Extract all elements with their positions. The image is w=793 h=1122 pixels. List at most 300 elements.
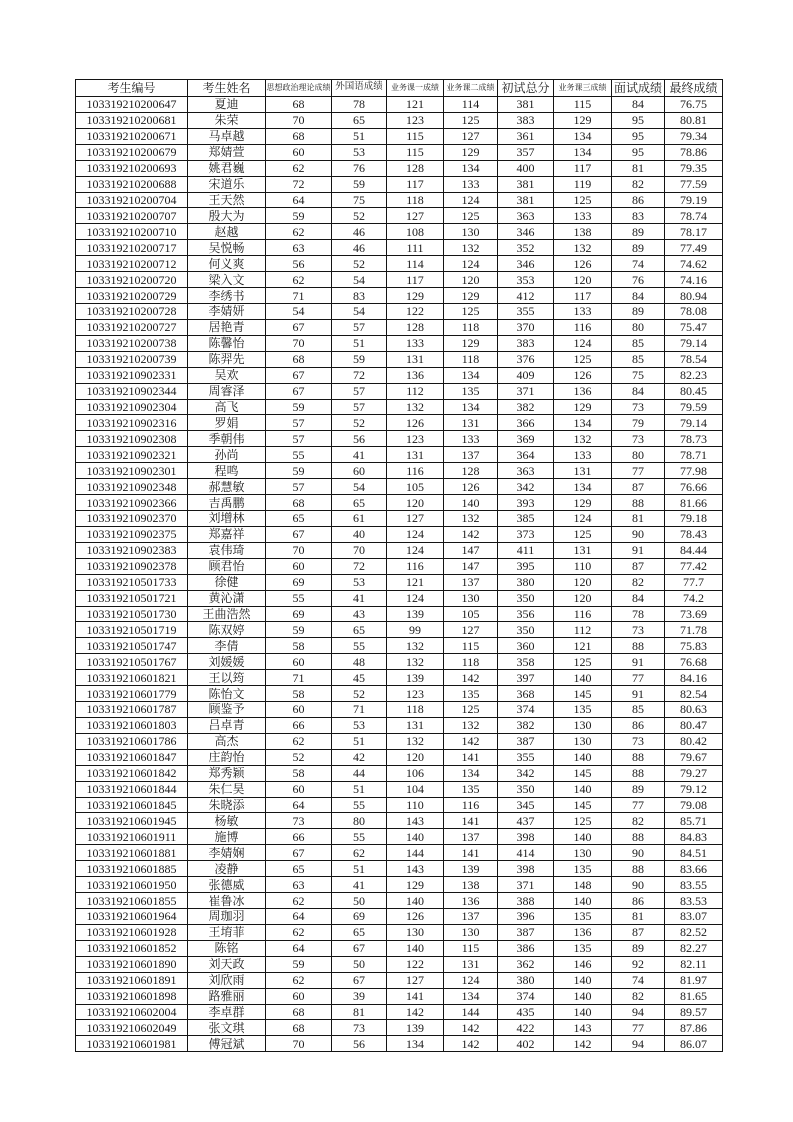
table-cell: 363 (498, 463, 554, 479)
table-cell: 140 (554, 749, 612, 765)
table-cell: 129 (444, 335, 498, 351)
table-cell: 124 (444, 192, 498, 208)
table-row (76, 988, 723, 1004)
table-cell: 142 (444, 670, 498, 686)
table-cell: 81.97 (665, 972, 723, 988)
table-cell: 92 (612, 956, 665, 972)
table-cell: 103319210501721 (76, 590, 188, 606)
table-cell: 130 (554, 845, 612, 861)
table-cell: 41 (332, 590, 387, 606)
table-cell: 142 (444, 1020, 498, 1036)
table-row (76, 160, 723, 176)
table-cell: 殷大为 (188, 208, 266, 224)
table-cell: 355 (498, 749, 554, 765)
table-cell: 126 (387, 415, 444, 431)
table-cell: 103319210601885 (76, 861, 188, 877)
table-cell: 131 (444, 415, 498, 431)
table-cell: 88 (612, 765, 665, 781)
table-cell: 139 (444, 861, 498, 877)
table-cell: 132 (554, 240, 612, 256)
table-cell: 141 (444, 845, 498, 861)
table-cell: 64 (266, 909, 332, 925)
table-cell: 386 (498, 940, 554, 956)
table-cell: 84 (612, 97, 665, 113)
table-cell: 68 (266, 351, 332, 367)
table-row (76, 749, 723, 765)
table-cell: 414 (498, 845, 554, 861)
table-cell: 129 (554, 112, 612, 128)
table-row (76, 654, 723, 670)
table-cell: 78.86 (665, 144, 723, 160)
table-cell: 51 (332, 335, 387, 351)
table-cell: 75 (332, 192, 387, 208)
table-cell: 141 (444, 813, 498, 829)
table-cell: 王以筠 (188, 670, 266, 686)
table-cell: 124 (387, 590, 444, 606)
table-cell: 132 (387, 638, 444, 654)
table-cell: 54 (332, 303, 387, 319)
table-cell: 66 (266, 829, 332, 845)
table-cell: 88 (612, 638, 665, 654)
table-cell: 52 (332, 415, 387, 431)
table-cell: 135 (444, 781, 498, 797)
table-cell: 68 (266, 128, 332, 144)
table-cell: 57 (332, 383, 387, 399)
table-cell: 80.42 (665, 733, 723, 749)
table-cell: 孙尚 (188, 447, 266, 463)
table-cell: 118 (444, 351, 498, 367)
table-cell: 135 (444, 383, 498, 399)
table-cell: 124 (444, 972, 498, 988)
table-cell: 103319210501733 (76, 574, 188, 590)
table-cell: 79 (612, 415, 665, 431)
table-cell: 67 (332, 972, 387, 988)
table-row (76, 845, 723, 861)
table-cell: 梁入文 (188, 272, 266, 288)
table-cell: 103319210902370 (76, 510, 188, 526)
table-row (76, 940, 723, 956)
table-cell: 77.98 (665, 463, 723, 479)
table-cell: 106 (387, 765, 444, 781)
table-cell: 88 (612, 749, 665, 765)
table-cell: 76.75 (665, 97, 723, 113)
table-cell: 134 (444, 160, 498, 176)
table-cell: 120 (554, 590, 612, 606)
table-cell: 90 (612, 526, 665, 542)
table-cell: 杨敏 (188, 813, 266, 829)
table-cell: 50 (332, 893, 387, 909)
table-cell: 398 (498, 829, 554, 845)
table-cell: 78.43 (665, 526, 723, 542)
column-header-course1-score: 业务课一成绩 (387, 80, 444, 97)
table-cell: 59 (266, 208, 332, 224)
table-cell: 103319210902344 (76, 383, 188, 399)
table-cell: 115 (554, 97, 612, 113)
table-cell: 133 (444, 431, 498, 447)
table-cell: 99 (387, 622, 444, 638)
table-cell: 103319210601945 (76, 813, 188, 829)
table-cell: 67 (266, 383, 332, 399)
table-cell: 120 (387, 749, 444, 765)
table-cell: 396 (498, 909, 554, 925)
table-cell: 80.81 (665, 112, 723, 128)
table-cell: 58 (266, 765, 332, 781)
table-row (76, 606, 723, 622)
table-cell: 81.65 (665, 988, 723, 1004)
table-cell: 132 (444, 717, 498, 733)
table-row (76, 877, 723, 893)
table-cell: 郑嘉祥 (188, 526, 266, 542)
table-cell: 86.07 (665, 1036, 723, 1052)
table-cell: 103319210501747 (76, 638, 188, 654)
table-cell: 51 (332, 733, 387, 749)
table-cell: 129 (444, 288, 498, 304)
table-cell: 125 (554, 813, 612, 829)
table-cell: 388 (498, 893, 554, 909)
table-cell: 103319210501719 (76, 622, 188, 638)
table-cell: 115 (387, 128, 444, 144)
table-cell: 46 (332, 240, 387, 256)
table-cell: 103319210601852 (76, 940, 188, 956)
table-cell: 63 (266, 240, 332, 256)
table-cell: 48 (332, 654, 387, 670)
table-cell: 78.54 (665, 351, 723, 367)
table-cell: 126 (387, 909, 444, 925)
table-cell: 124 (554, 510, 612, 526)
table-cell: 77.59 (665, 176, 723, 192)
table-cell: 64 (266, 940, 332, 956)
table-cell: 400 (498, 160, 554, 176)
table-cell: 130 (387, 924, 444, 940)
table-cell: 385 (498, 510, 554, 526)
table-cell: 路雅丽 (188, 988, 266, 1004)
column-header-politics-score: 思想政治理论成绩 (266, 80, 332, 97)
table-cell: 126 (554, 256, 612, 272)
table-cell: 73 (332, 1020, 387, 1036)
table-cell: 132 (387, 654, 444, 670)
table-cell: 55 (266, 447, 332, 463)
table-cell: 吕卓青 (188, 717, 266, 733)
table-cell: 82.27 (665, 940, 723, 956)
table-cell: 56 (332, 431, 387, 447)
table-cell: 77.7 (665, 574, 723, 590)
table-cell: 360 (498, 638, 554, 654)
table-cell: 134 (554, 128, 612, 144)
table-row (76, 924, 723, 940)
table-cell: 381 (498, 192, 554, 208)
table-cell: 130 (444, 590, 498, 606)
table-cell: 103319210200739 (76, 351, 188, 367)
table-cell: 357 (498, 144, 554, 160)
table-cell: 凌静 (188, 861, 266, 877)
table-cell: 施博 (188, 829, 266, 845)
table-cell: 402 (498, 1036, 554, 1052)
table-cell: 刘媛媛 (188, 654, 266, 670)
table-cell: 132 (444, 510, 498, 526)
table-row (76, 909, 723, 925)
table-cell: 140 (554, 781, 612, 797)
table-cell: 148 (554, 877, 612, 893)
table-cell: 103319210200717 (76, 240, 188, 256)
table-cell: 112 (387, 383, 444, 399)
table-cell: 82 (612, 813, 665, 829)
table-cell: 71 (266, 288, 332, 304)
table-cell: 134 (387, 1036, 444, 1052)
table-row (76, 431, 723, 447)
table-cell: 114 (444, 97, 498, 113)
table-cell: 65 (332, 112, 387, 128)
table-cell: 62 (266, 224, 332, 240)
table-cell: 87 (612, 558, 665, 574)
table-cell: 周珈羽 (188, 909, 266, 925)
table-cell: 103319210601911 (76, 829, 188, 845)
table-cell: 90 (612, 845, 665, 861)
table-cell: 78.17 (665, 224, 723, 240)
table-cell: 127 (387, 510, 444, 526)
table-cell: 383 (498, 112, 554, 128)
table-cell: 122 (387, 303, 444, 319)
table-cell: 79.14 (665, 415, 723, 431)
table-cell: 411 (498, 542, 554, 558)
table-cell: 140 (554, 988, 612, 1004)
table-row (76, 1004, 723, 1020)
table-cell: 39 (332, 988, 387, 1004)
table-row (76, 176, 723, 192)
table-cell: 133 (554, 303, 612, 319)
table-cell: 84.16 (665, 670, 723, 686)
table-row (76, 526, 723, 542)
table-cell: 103319210601845 (76, 797, 188, 813)
table-cell: 81 (612, 510, 665, 526)
table-cell: 132 (387, 733, 444, 749)
table-row (76, 128, 723, 144)
column-header-interview-score: 面试成绩 (612, 80, 665, 97)
table-cell: 355 (498, 303, 554, 319)
table-cell: 381 (498, 176, 554, 192)
table-row (76, 495, 723, 511)
table-cell: 55 (266, 590, 332, 606)
table-cell: 46 (332, 224, 387, 240)
table-cell: 134 (444, 367, 498, 383)
table-cell: 44 (332, 765, 387, 781)
table-cell: 85 (612, 351, 665, 367)
table-cell: 103319210902383 (76, 542, 188, 558)
table-cell: 132 (387, 399, 444, 415)
table-row (76, 797, 723, 813)
table-cell: 52 (266, 749, 332, 765)
table-cell: 142 (444, 1036, 498, 1052)
table-cell: 437 (498, 813, 554, 829)
column-header-course2-score: 业务课二成绩 (444, 80, 498, 97)
table-cell: 124 (387, 542, 444, 558)
table-cell: 134 (554, 415, 612, 431)
table-cell: 顾鉴予 (188, 702, 266, 718)
table-cell: 103319210902366 (76, 495, 188, 511)
table-cell: 66 (266, 717, 332, 733)
table-row (76, 590, 723, 606)
table-cell: 103319210200727 (76, 319, 188, 335)
table-cell: 144 (444, 1004, 498, 1020)
table-row (76, 447, 723, 463)
table-cell: 103319210601842 (76, 765, 188, 781)
table-cell: 352 (498, 240, 554, 256)
table-cell: 80.47 (665, 717, 723, 733)
table-cell: 89 (612, 940, 665, 956)
table-cell: 142 (554, 1036, 612, 1052)
table-cell: 62 (266, 160, 332, 176)
table-cell: 94 (612, 1004, 665, 1020)
table-cell: 60 (266, 144, 332, 160)
table-cell: 142 (387, 1004, 444, 1020)
table-cell: 123 (387, 112, 444, 128)
table-cell: 52 (332, 256, 387, 272)
table-cell: 130 (554, 733, 612, 749)
table-cell: 116 (554, 606, 612, 622)
table-cell: 135 (554, 861, 612, 877)
table-cell: 81 (612, 160, 665, 176)
table-cell: 409 (498, 367, 554, 383)
table-row (76, 351, 723, 367)
table-cell: 139 (387, 606, 444, 622)
table-cell: 61 (332, 510, 387, 526)
table-cell: 69 (266, 574, 332, 590)
table-cell: 79.59 (665, 399, 723, 415)
table-cell: 135 (554, 940, 612, 956)
table-cell: 72 (332, 558, 387, 574)
table-cell: 86 (612, 893, 665, 909)
table-cell: 131 (387, 351, 444, 367)
table-cell: 77 (612, 797, 665, 813)
table-cell: 75.47 (665, 319, 723, 335)
table-cell: 103319210902378 (76, 558, 188, 574)
table-cell: 127 (444, 622, 498, 638)
table-cell: 77.49 (665, 240, 723, 256)
table-cell: 徐健 (188, 574, 266, 590)
table-cell: 134 (444, 765, 498, 781)
table-cell: 71 (266, 670, 332, 686)
table-row (76, 208, 723, 224)
table-cell: 89.57 (665, 1004, 723, 1020)
table-cell: 62 (266, 972, 332, 988)
score-table (75, 79, 723, 1052)
table-cell: 70 (266, 335, 332, 351)
table-cell: 89 (612, 224, 665, 240)
table-cell: 103319210501767 (76, 654, 188, 670)
table-cell: 103319210200647 (76, 97, 188, 113)
table-cell: 135 (444, 686, 498, 702)
table-cell: 131 (387, 717, 444, 733)
table-cell: 147 (444, 558, 498, 574)
table-cell: 80 (612, 447, 665, 463)
table-cell: 56 (266, 256, 332, 272)
table-cell: 125 (444, 112, 498, 128)
table-cell: 141 (444, 749, 498, 765)
table-cell: 139 (387, 670, 444, 686)
table-cell: 65 (332, 924, 387, 940)
table-cell: 137 (444, 447, 498, 463)
table-cell: 127 (387, 972, 444, 988)
table-cell: 395 (498, 558, 554, 574)
table-cell: 91 (612, 686, 665, 702)
table-cell: 王曲浩然 (188, 606, 266, 622)
table-cell: 顾君怡 (188, 558, 266, 574)
table-cell: 84.83 (665, 829, 723, 845)
table-cell: 95 (612, 128, 665, 144)
table-cell: 53 (332, 144, 387, 160)
table-cell: 140 (444, 495, 498, 511)
table-cell: 116 (554, 319, 612, 335)
table-cell: 75 (612, 367, 665, 383)
table-cell: 105 (387, 479, 444, 495)
table-cell: 128 (444, 463, 498, 479)
table-cell: 103319210601787 (76, 702, 188, 718)
table-cell: 366 (498, 415, 554, 431)
score-table-body (76, 97, 723, 1052)
table-cell: 117 (387, 272, 444, 288)
table-row (76, 733, 723, 749)
table-cell: 130 (444, 224, 498, 240)
table-cell: 103319210200671 (76, 128, 188, 144)
table-cell: 137 (444, 574, 498, 590)
table-cell: 133 (387, 335, 444, 351)
table-cell: 62 (332, 845, 387, 861)
table-cell: 128 (387, 160, 444, 176)
table-cell: 380 (498, 972, 554, 988)
table-cell: 83.66 (665, 861, 723, 877)
table-cell: 116 (387, 463, 444, 479)
table-cell: 103319210601950 (76, 877, 188, 893)
table-cell: 84 (612, 590, 665, 606)
table-cell: 103319210501730 (76, 606, 188, 622)
table-row (76, 558, 723, 574)
table-cell: 143 (554, 1020, 612, 1036)
table-cell: 139 (387, 1020, 444, 1036)
table-cell: 72 (332, 367, 387, 383)
table-cell: 79.08 (665, 797, 723, 813)
table-cell: 64 (266, 192, 332, 208)
table-cell: 140 (554, 829, 612, 845)
table-cell: 104 (387, 781, 444, 797)
table-cell: 91 (612, 654, 665, 670)
table-cell: 73 (266, 813, 332, 829)
table-cell: 103319210200681 (76, 112, 188, 128)
table-cell: 高杰 (188, 733, 266, 749)
table-cell: 123 (387, 686, 444, 702)
table-cell: 82 (612, 988, 665, 1004)
table-cell: 114 (387, 256, 444, 272)
table-cell: 62 (266, 924, 332, 940)
table-cell: 40 (332, 526, 387, 542)
table-cell: 121 (387, 97, 444, 113)
table-cell: 103319210601821 (76, 670, 188, 686)
table-cell: 70 (266, 542, 332, 558)
table-cell: 刘欣雨 (188, 972, 266, 988)
table-cell: 56 (332, 1036, 387, 1052)
table-row (76, 303, 723, 319)
table-cell: 103319210902304 (76, 399, 188, 415)
table-cell: 51 (332, 781, 387, 797)
table-cell: 79.27 (665, 765, 723, 781)
table-cell: 95 (612, 112, 665, 128)
table-cell: 140 (387, 829, 444, 845)
table-cell: 82.52 (665, 924, 723, 940)
table-row (76, 256, 723, 272)
table-cell: 124 (554, 335, 612, 351)
table-cell: 90 (612, 877, 665, 893)
table-cell: 103319210601890 (76, 956, 188, 972)
table-cell: 宋道乐 (188, 176, 266, 192)
table-cell: 80 (612, 319, 665, 335)
